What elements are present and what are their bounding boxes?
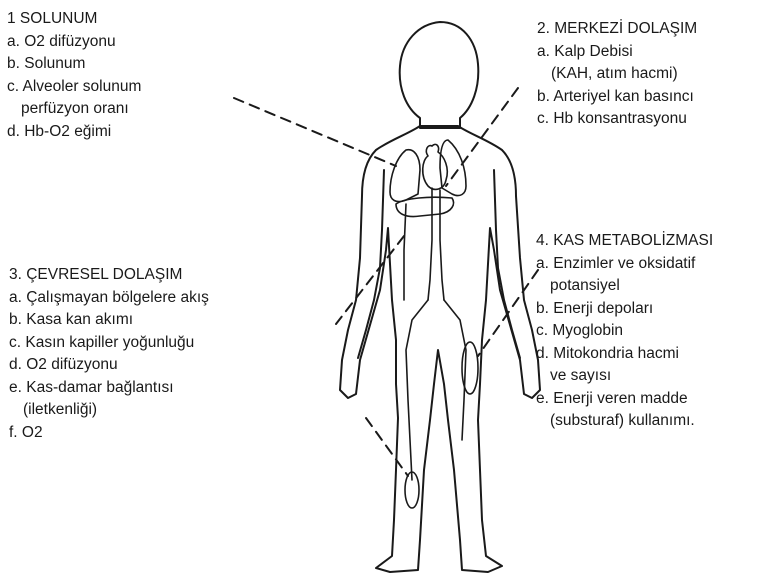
section-item: ve sayısı	[550, 367, 612, 384]
section-title: 2. MERKEZİ DOLAŞIM	[537, 20, 698, 37]
leader-line-merkezi-dolasim	[446, 88, 518, 186]
section-item: (iletkenliği)	[23, 401, 98, 418]
section-title: 3. ÇEVRESEL DOLAŞIM	[9, 266, 183, 283]
section-title: 4. KAS METABOLİZMASI	[536, 232, 714, 249]
vena-cava	[440, 190, 444, 300]
section-item: b. Enerji depoları	[536, 299, 654, 317]
section-item: e. Kas-damar bağlantısı	[9, 378, 174, 396]
section-item: a. O2 difüzyonu	[7, 32, 116, 50]
head-outline	[400, 22, 479, 128]
thigh-muscle	[462, 342, 478, 394]
liver	[396, 197, 454, 216]
section-item: d. O2 difüzyonu	[9, 356, 118, 373]
section-item: perfüzyon oranı	[21, 100, 129, 117]
section-title: 1 SOLUNUM	[7, 10, 98, 27]
section-kas-metabolizmasi	[536, 230, 713, 433]
section-item: (KAH, atım hacmi)	[551, 65, 678, 82]
section-item: e. Enerji veren madde	[536, 389, 688, 407]
section-solunum	[7, 8, 141, 143]
section-item: b. Kasa kan akımı	[9, 311, 134, 328]
section-item: b. Arteriyel kan basıncı	[537, 87, 694, 105]
section-item: d. Hb-O2 eğimi	[7, 122, 112, 140]
section-item: a. Kalp Debisi	[537, 42, 633, 60]
left-lung	[390, 150, 420, 202]
section-item: c. Hb konsantrasyonu	[537, 110, 687, 127]
arm-vessel	[404, 204, 406, 300]
section-item: (substuraf) kullanımı.	[550, 412, 695, 429]
section-item: b. Solunum	[7, 55, 86, 72]
section-item: d. Mitokondria hacmi	[536, 344, 680, 362]
heart	[423, 144, 448, 189]
section-item: c. Alveoler solunum	[7, 77, 142, 95]
section-item: c. Kasın kapiller yoğunluğu	[9, 333, 195, 351]
section-item: potansiyel	[550, 277, 620, 294]
section-item: a. Çalışmayan bölgelere akış	[9, 288, 209, 306]
section-item: a. Enzimler ve oksidatif	[536, 254, 696, 272]
right-lung	[440, 140, 466, 196]
leader-line-calf	[366, 418, 408, 476]
section-item: c. Myoglobin	[536, 322, 624, 339]
section-merkezi-dolasim	[537, 18, 697, 131]
section-cevresel-dolasim	[9, 264, 209, 444]
left-leg-vessel	[406, 300, 428, 480]
section-item: f. O2	[9, 423, 43, 441]
aorta	[428, 188, 432, 300]
